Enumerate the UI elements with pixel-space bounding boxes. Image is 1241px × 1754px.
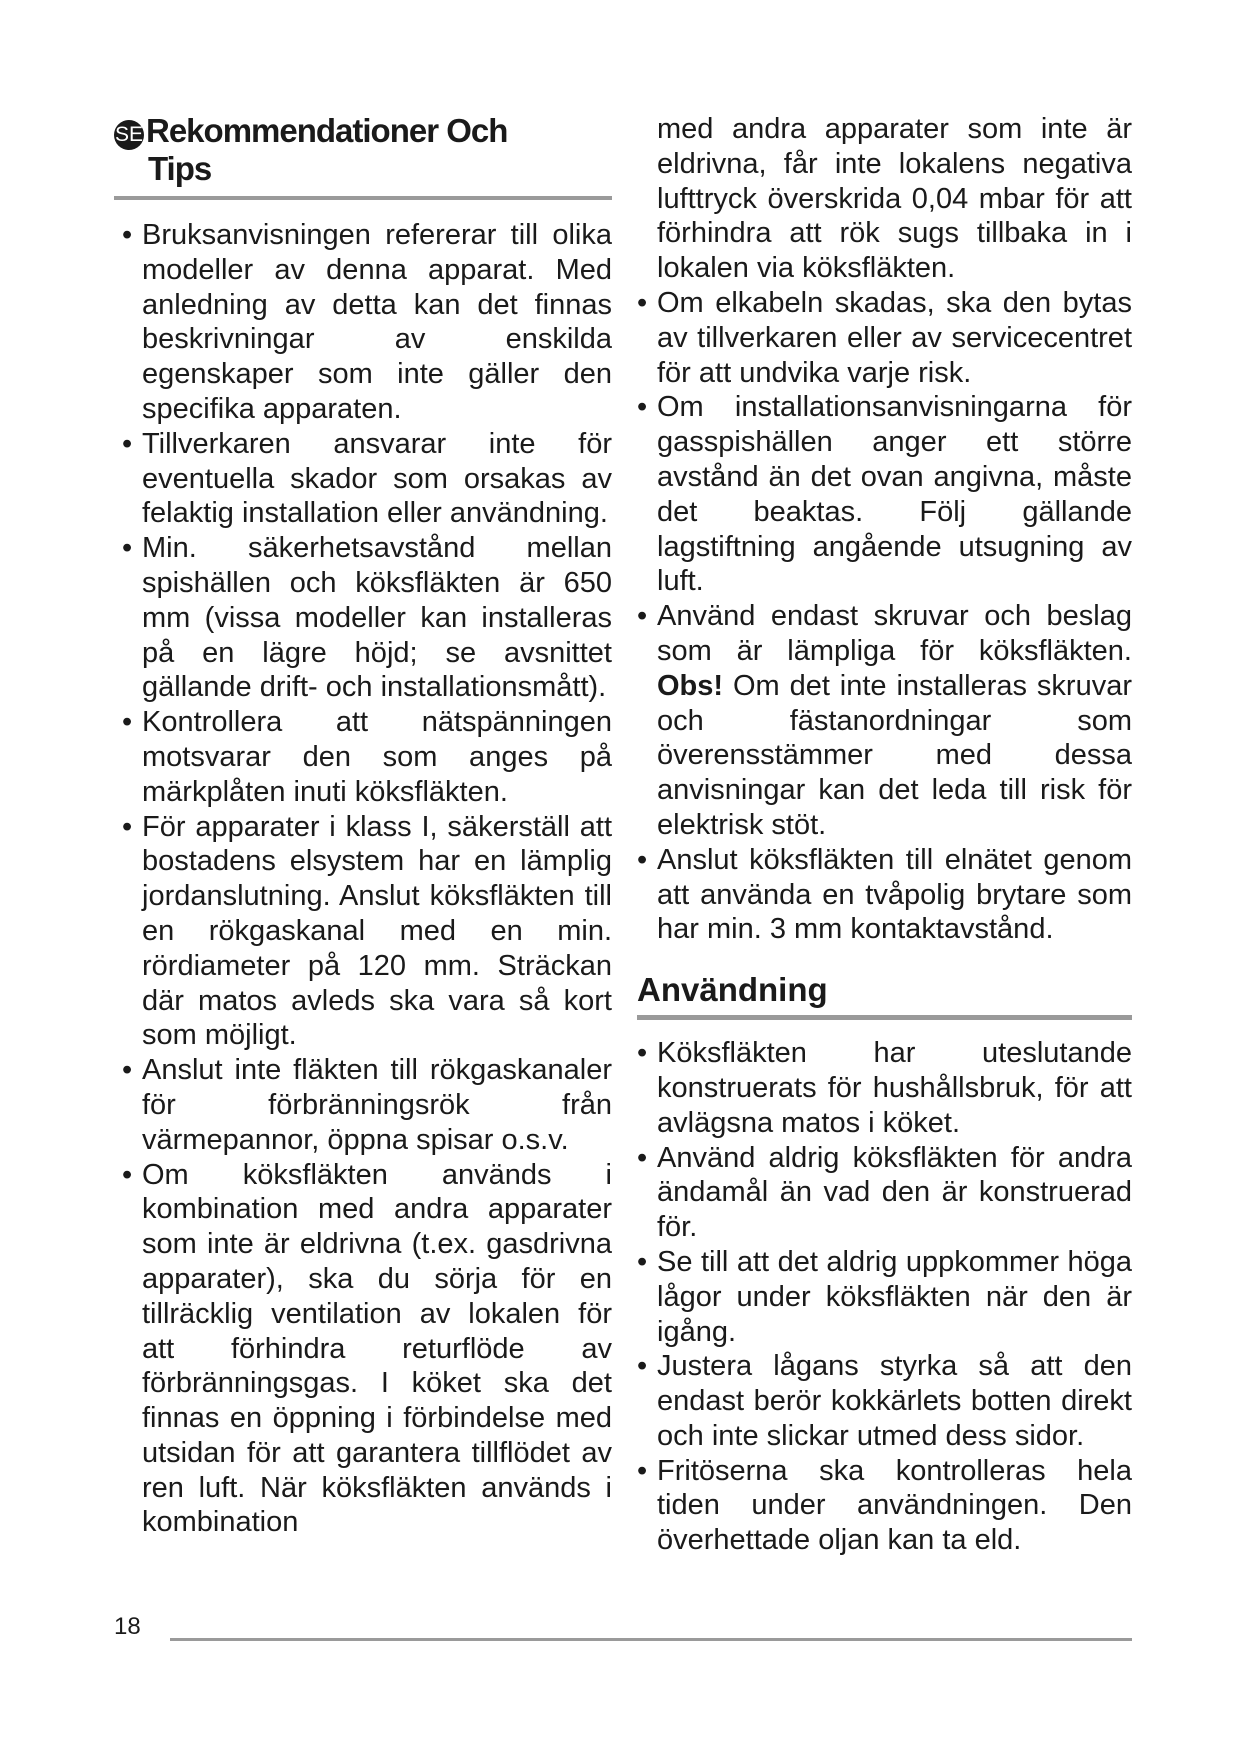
page-number: 18: [114, 1613, 141, 1640]
list-item: • Använd aldrig köksfläkten för andra ändamål än vad den är konstruerad för.: [637, 1141, 1132, 1245]
list-item: • Tillverkaren ansvarar inte för eventuella skador som orsakas av felaktig installation eller användning.: [122, 427, 612, 531]
continued-paragraph: med andra apparater som inte är eldrivna, får inte lokalens negativa lufttryck överskrida 0,04 mbar för att förhindra att rök sugs tillbaka in i lokalen via köksfläkten.: [657, 113, 1132, 285]
list-item: • Justera lågans styrka så att den endast berör kokkärlets botten direkt och inte slickar utmed dess sidor.: [637, 1349, 1132, 1453]
recommendations-list: [114, 218, 612, 1540]
heading-line-1: Rekommendationer Och: [146, 112, 508, 149]
left-column: [114, 112, 612, 1540]
list-item-screws: [637, 599, 1132, 843]
list-item: • Min. säkerhetsavstånd mellan spishällen och köksfläkten är 650 mm (vissa modeller kan installeras på en lägre höjd; se avsnittet gällande drift- och installationsmått).: [122, 531, 612, 705]
footer-divider: [170, 1638, 1132, 1641]
list-item: • Kontrollera att nätspänningen motsvarar den som anges på märkplåten inuti köksfläkten.: [122, 705, 612, 809]
list-item: • Om elkabeln skadas, ska den bytas av tillverkaren eller av servicecentret för att undvika varje risk.: [637, 286, 1132, 390]
list-item: • Anslut inte fläkten till rökgaskanaler för förbränningsrök från värmepannor, öppna spisar o.s.v.: [122, 1053, 612, 1157]
list-item: • Se till att det aldrig uppkommer höga lågor under köksfläkten när den är igång.: [637, 1245, 1132, 1349]
right-column: [637, 112, 1132, 1558]
list-item: • Anslut köksfläkten till elnätet genom att använda en tvåpolig brytare som har min. 3 mm kontaktavstånd.: [637, 843, 1132, 947]
list-item: • Om köksfläkten används i kombination med andra apparater som inte är eldrivna (t.ex. gasdrivna apparater), ska du sörja för en tillräcklig ventilation av lokalen för att förhindra returflöde av förbränningsgas. I köket ska det finnas en öppning i förbindelse med utsidan för att garantera tillflödet av ren luft. När köksfläkten används i kombination: [122, 1158, 612, 1541]
list-item: • För apparater i klass I, säkerställ att bostadens elsystem har en lämplig jordanslutning. Anslut köksfläkten till en rökgaskanal med en min. rördiameter på 120 mm. Sträckan där matos avleds ska vara så kort som möjligt.: [122, 810, 612, 1054]
obs-text: Om det inte installeras skruvar och fästanordningar som överensstämmer med dessa anvisningar kan det leda till risk för elektrisk stöt.: [657, 669, 1132, 841]
recommendations-list-continued: [637, 286, 1132, 947]
list-item: • Fritöserna ska kontrolleras hela tiden under användningen. Den överhettade oljan kan ta eld.: [637, 1454, 1132, 1558]
list-item: • Om installationsanvisningarna för gasspishällen anger ett större avstånd än det ovan angivna, måste det beaktas. Följ gällande lagstiftning angående utsugning av luft.: [637, 390, 1132, 599]
section-heading-recommendations: [114, 112, 612, 200]
screws-text: Använd endast skruvar och beslag som är lämpliga för köksfläkten.: [657, 600, 1132, 667]
list-item: • Bruksanvisningen refererar till olika modeller av denna apparat. Med anledning av detta kan det finnas beskrivningar av enskilda egenskaper som inte gäller den specifika apparaten.: [122, 218, 612, 427]
language-badge-se: SE: [114, 120, 144, 150]
usage-list: [637, 1036, 1132, 1558]
obs-label: Obs!: [657, 669, 724, 702]
list-item: • Köksfläkten har uteslutande konstruerats för hushållsbruk, för att avlägsna matos i köket.: [637, 1036, 1132, 1140]
heading-line-2: Tips: [148, 150, 212, 187]
section-heading-usage: Användning: [637, 971, 1132, 1020]
